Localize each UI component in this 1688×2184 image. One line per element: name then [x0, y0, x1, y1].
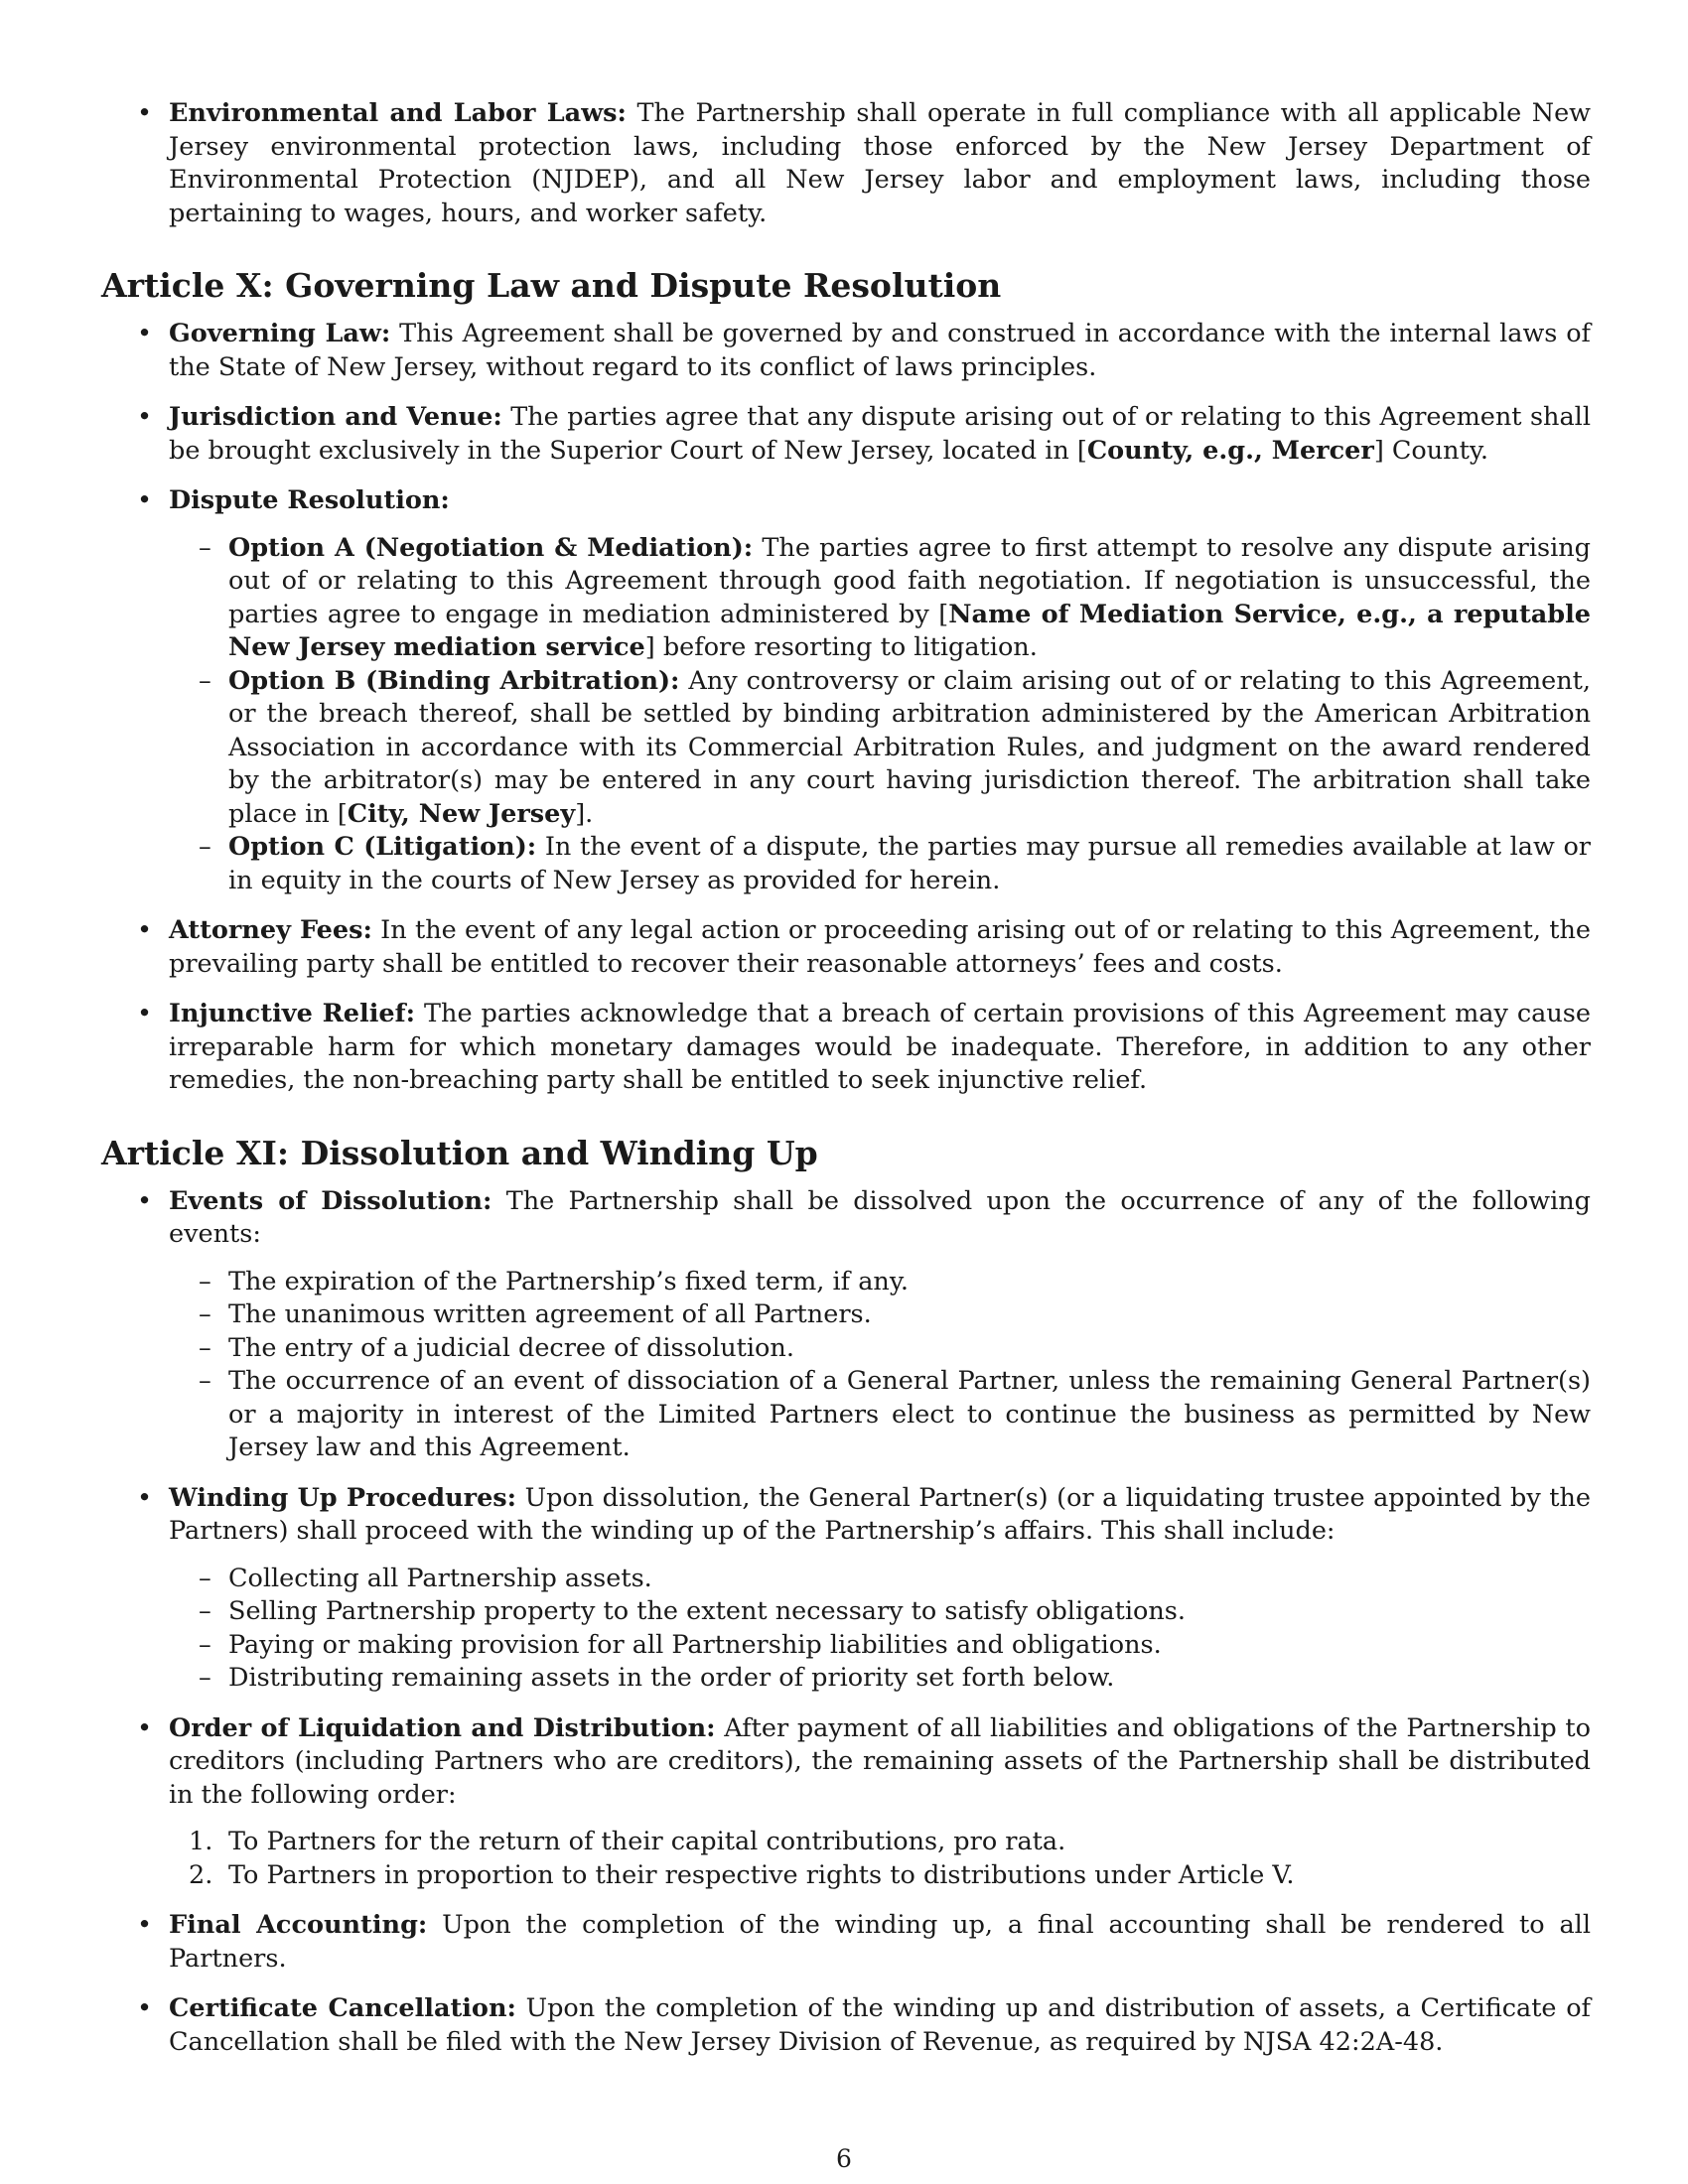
- article-xi-list: [101, 1185, 1591, 2060]
- sub-list-item: – Distributing remaining assets in the order of priority set forth below.: [169, 1662, 1591, 1696]
- list-item: [101, 318, 1591, 384]
- item-lead: Option B (Binding Arbitration):: [228, 665, 680, 696]
- distribution-order-list: [169, 1826, 1591, 1892]
- item-number: 1.: [189, 1827, 213, 1856]
- item-text: Upon the completion of the winding up, a final accounting shall be rendered to all Partners.: [169, 1910, 1591, 1974]
- sub-list-item: – The unanimous written agreement of all Partners.: [169, 1298, 1591, 1332]
- sub-list-item: – Paying or making provision for all Partnership liabilities and obligations.: [169, 1629, 1591, 1663]
- item-lead: Option A (Negotiation & Mediation):: [228, 532, 754, 563]
- item-lead: Winding Up Procedures:: [169, 1482, 517, 1513]
- placeholder-text: County, e.g., Mercer: [1086, 435, 1374, 466]
- placeholder-text: City, New Jersey: [347, 798, 576, 829]
- article-x-heading: Article X: Governing Law and Dispute Resolution: [101, 266, 1002, 305]
- list-item: [101, 401, 1591, 468]
- item-lead: Certificate Cancellation:: [169, 1993, 516, 2023]
- list-item: [101, 1712, 1591, 1893]
- article-x-list: [101, 318, 1591, 1098]
- item-text: To Partners in proportion to their respective rights to distributions under Article V.: [228, 1859, 1295, 1890]
- item-text: ] before resorting to litigation.: [644, 632, 1038, 662]
- sub-list-item: – The occurrence of an event of dissociation of a General Partner, unless the remaining General Partner(s) or a majority in interest of the Limited Partners elect to continue the business as permitted by New Jersey law and this Agreement.: [169, 1365, 1591, 1465]
- list-item: [101, 1482, 1591, 1696]
- list-item: [101, 1992, 1591, 2059]
- sub-list-item: [169, 831, 1591, 897]
- item-lead: Injunctive Relief:: [169, 999, 415, 1028]
- item-lead: Environmental and Labor Laws:: [169, 98, 627, 128]
- sub-list-item: – The expiration of the Partnership’s fixed term, if any.: [169, 1266, 1591, 1299]
- list-item: [101, 1909, 1591, 1976]
- item-lead: Order of Liquidation and Distribution:: [169, 1712, 716, 1743]
- item-lead: Governing Law:: [169, 319, 391, 348]
- intro-list: [101, 97, 1591, 230]
- item-text: After payment of all liabilities and obligations of the Partnership to creditors (including Partners who are creditors), the remaining assets of the Partnership shall be distributed in the following order:: [169, 1712, 1591, 1810]
- numbered-item: [169, 1859, 1591, 1893]
- item-text: The parties agree that any dispute arising out of or relating to this Agreement shall be brought exclusively in the Superior Court of New Jersey, located in [: [169, 402, 1591, 466]
- sub-list-item: [169, 532, 1591, 665]
- item-text: Upon dissolution, the General Partner(s) (or a liquidating trustee appointed by the Partners) shall proceed with the winding up of the Partnership’s affairs. This shall include:: [169, 1482, 1591, 1546]
- sub-list-item: – The entry of a judicial decree of dissolution.: [169, 1332, 1591, 1366]
- list-item: [101, 97, 1591, 230]
- numbered-item: [169, 1826, 1591, 1859]
- item-lead: Final Accounting:: [169, 1910, 428, 1940]
- item-lead: Jurisdiction and Venue:: [169, 402, 502, 432]
- item-text: The parties acknowledge that a breach of certain provisions of this Agreement may cause irreparable harm for which monetary damages would be inadequate. Therefore, in addition to any other remedies, the non-breaching party shall be entitled to seek injunctive relief.: [169, 999, 1591, 1095]
- list-item: [101, 998, 1591, 1098]
- sub-list-item: [169, 665, 1591, 832]
- item-text: The Partnership shall operate in full compliance with all applicable New Jersey environmental protection laws, including those enforced by the New Jersey Department of Environmental Protection (NJDEP), and all New Jersey labor and employment laws, including those pertaining to wages, hours, and worker safety.: [169, 98, 1592, 228]
- item-lead: Dispute Resolution:: [169, 485, 450, 515]
- dissolution-events-list: [169, 1266, 1591, 1465]
- item-lead: Option C (Litigation):: [228, 832, 537, 862]
- item-lead: Attorney Fees:: [169, 915, 372, 945]
- item-lead: Events of Dissolution:: [169, 1185, 492, 1216]
- item-text: In the event of a dispute, the parties may pursue all remedies available at law or in equity in the courts of New Jersey as provided for herein.: [228, 832, 1591, 895]
- item-text: ].: [575, 798, 594, 829]
- list-item: [101, 484, 1591, 897]
- document-page: [101, 97, 1591, 2076]
- list-item: [101, 914, 1591, 981]
- item-text: In the event of any legal action or proceeding arising out of or relating to this Agreement, the prevailing party shall be entitled to recover their reasonable attorneys’ fees and costs.: [169, 915, 1591, 979]
- placeholder-text: Name of Mediation Service, e.g., a reputable New Jersey mediation service: [228, 599, 1591, 662]
- sub-list-item: – Collecting all Partnership assets.: [169, 1563, 1591, 1596]
- winding-up-list: [169, 1563, 1591, 1696]
- item-text: ] County.: [1373, 435, 1488, 466]
- item-text: The Partnership shall be dissolved upon the occurrence of any of the following events:: [169, 1185, 1591, 1249]
- list-item: [101, 1185, 1591, 1465]
- item-text: The parties agree to first attempt to resolve any dispute arising out of or relating to this Agreement through good faith negotiation. If negotiation is unsuccessful, the parties agree to engage in mediation administered by [: [228, 532, 1591, 629]
- item-text: This Agreement shall be governed by and construed in accordance with the internal laws of the State of New Jersey, without regard to its conflict of laws principles.: [169, 319, 1591, 382]
- item-text: Any controversy or claim arising out of or relating to this Agreement, or the breach thereof, shall be settled by binding arbitration administered by the American Arbitration Association in accordance with its Commercial Arbitration Rules, and judgment on the award rendered by the arbitrator(s) may be entered in any court having jurisdiction thereof. The arbitration shall take place in [: [228, 665, 1591, 829]
- page-number: 6: [836, 2144, 852, 2173]
- article-xi-heading: Article XI: Dissolution and Winding Up: [101, 1133, 818, 1172]
- item-text: Upon the completion of the winding up and distribution of assets, a Certificate of Cancellation shall be filed with the New Jersey Division of Revenue, as required by NJSA 42:2A-48.: [169, 1993, 1591, 2057]
- sub-list-item: – Selling Partnership property to the extent necessary to satisfy obligations.: [169, 1595, 1591, 1629]
- item-text: To Partners for the return of their capital contributions, pro rata.: [228, 1827, 1066, 1856]
- dispute-options-list: [169, 532, 1591, 898]
- item-number: 2.: [189, 1859, 213, 1890]
